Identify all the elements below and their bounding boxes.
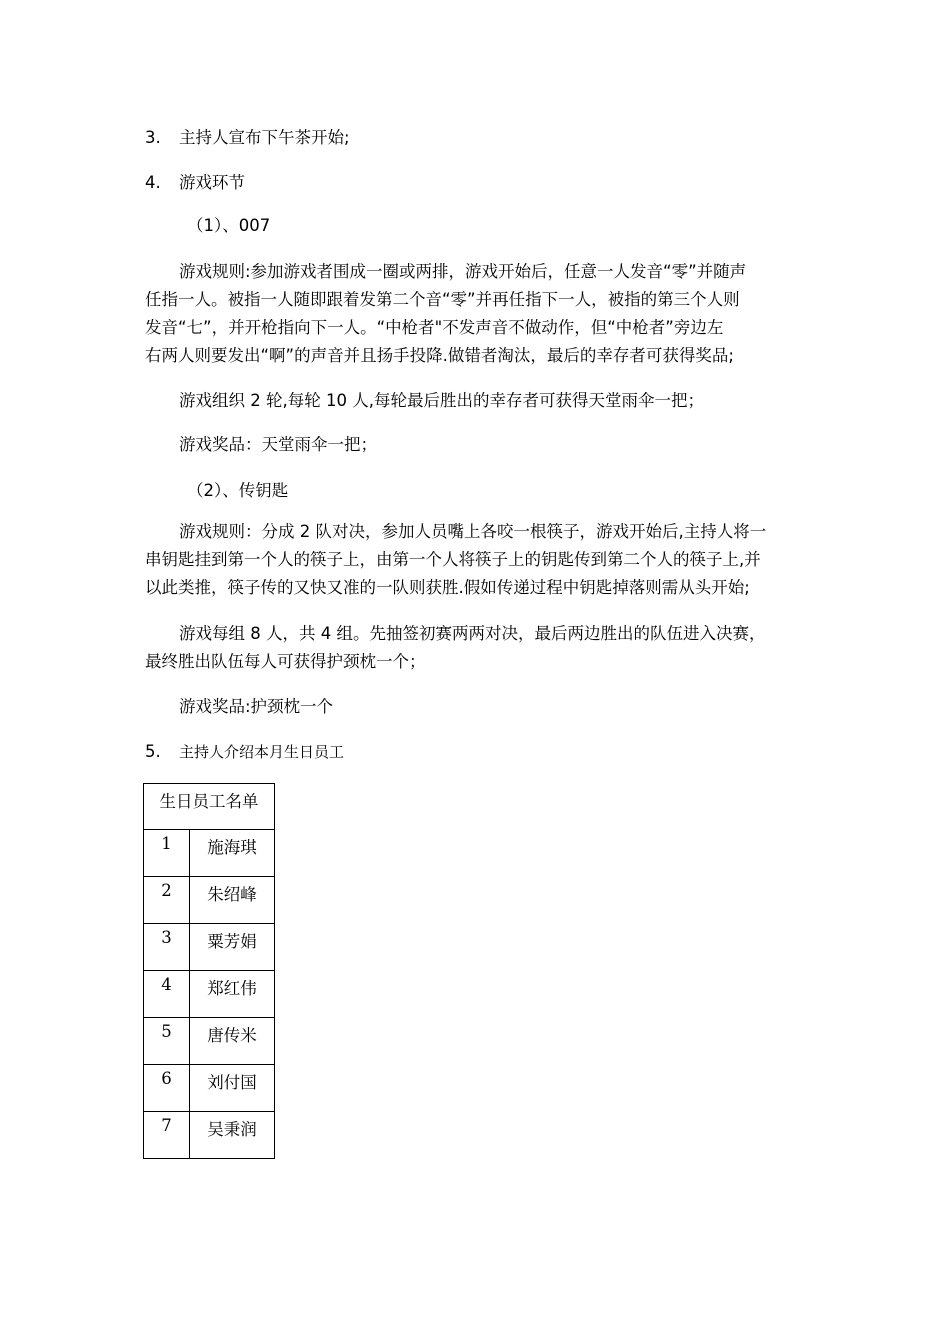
organize-line: 游戏每组 8 人，共 4 组。先抽签初赛两两对决，最后两边胜出的队伍进入决赛， — [179, 624, 766, 643]
employee-name: 朱绍峰 — [190, 877, 275, 924]
rules-line: 任指一人。被指一人随即跟着发第二个音“零”并再任指下一人，被指的第三个人则 — [145, 290, 740, 309]
employee-name: 吴秉润 — [190, 1112, 275, 1159]
game-1-organize: 游戏组织 2 轮,每轮 10 人,每轮最后胜出的幸存者可获得天堂雨伞一把； — [179, 391, 704, 410]
table-header: 生日员工名单 — [144, 784, 275, 830]
row-index: 6 — [144, 1065, 190, 1112]
employee-name: 郑红伟 — [190, 971, 275, 1018]
row-index: 7 — [144, 1112, 190, 1159]
organize-line: 最终胜出队伍每人可获得护颈枕一个； — [145, 652, 426, 671]
item-number: 4. — [145, 173, 161, 192]
game-2-title: （2）、传钥匙 — [187, 481, 289, 500]
table-row — [144, 1065, 275, 1112]
rules-line: 以此类推，筷子传的又快又准的一队则获胜.假如传递过程中钥匙掉落则需从头开始; — [145, 578, 750, 597]
table-row — [144, 830, 275, 877]
rules-line: 串钥匙挂到第一个人的筷子上，由第一个人将筷子上的钥匙传到第二个人的筷子上,并 — [145, 550, 761, 569]
rules-line: 游戏规则:参加游戏者围成一圈或两排，游戏开始后，任意一人发音“零”并随声 — [179, 262, 747, 281]
game-2-prize: 游戏奖品:护颈枕一个 — [179, 697, 334, 716]
rules-line: 右两人则要发出“啊”的声音并且扬手投降.做错者淘汰，最后的幸存者可获得奖品; — [145, 346, 734, 365]
row-index: 3 — [144, 924, 190, 971]
item-3 — [145, 124, 810, 152]
item-number: 3. — [145, 128, 161, 147]
employee-name: 施海琪 — [190, 830, 275, 877]
table-row — [144, 971, 275, 1018]
birthday-employee-table — [143, 783, 275, 1159]
game-2-rules — [145, 518, 810, 602]
game-1-prize: 游戏奖品：天堂雨伞一把； — [179, 435, 377, 454]
row-index: 4 — [144, 971, 190, 1018]
item-text: 主持人宣布下午茶开始; — [179, 128, 350, 147]
employee-name: 唐传米 — [190, 1018, 275, 1065]
row-index: 1 — [144, 830, 190, 877]
item-text: 游戏环节 — [179, 173, 245, 192]
item-5 — [145, 738, 810, 766]
row-index: 2 — [144, 877, 190, 924]
employee-name: 粟芳娟 — [190, 924, 275, 971]
rules-line: 发音“七”，并开枪指向下一人。“中枪者"不发声音不做动作，但“中枪者”旁边左 — [145, 318, 724, 337]
table-row — [144, 1112, 275, 1159]
game-2-organize — [145, 620, 810, 676]
game-1-title: （1）、007 — [187, 216, 271, 235]
rules-line: 游戏规则：分成 2 队对决，参加人员嘴上各咬一根筷子，游戏开始后,主持人将一 — [179, 522, 767, 541]
item-number: 5. — [145, 742, 161, 761]
employee-name: 刘付国 — [190, 1065, 275, 1112]
item-text: 主持人介绍本月生日员工 — [179, 743, 345, 761]
table-row — [144, 877, 275, 924]
row-index: 5 — [144, 1018, 190, 1065]
table-header-row — [144, 784, 275, 830]
table-row — [144, 924, 275, 971]
game-1-rules — [145, 258, 810, 370]
item-4 — [145, 169, 810, 197]
table-row — [144, 1018, 275, 1065]
